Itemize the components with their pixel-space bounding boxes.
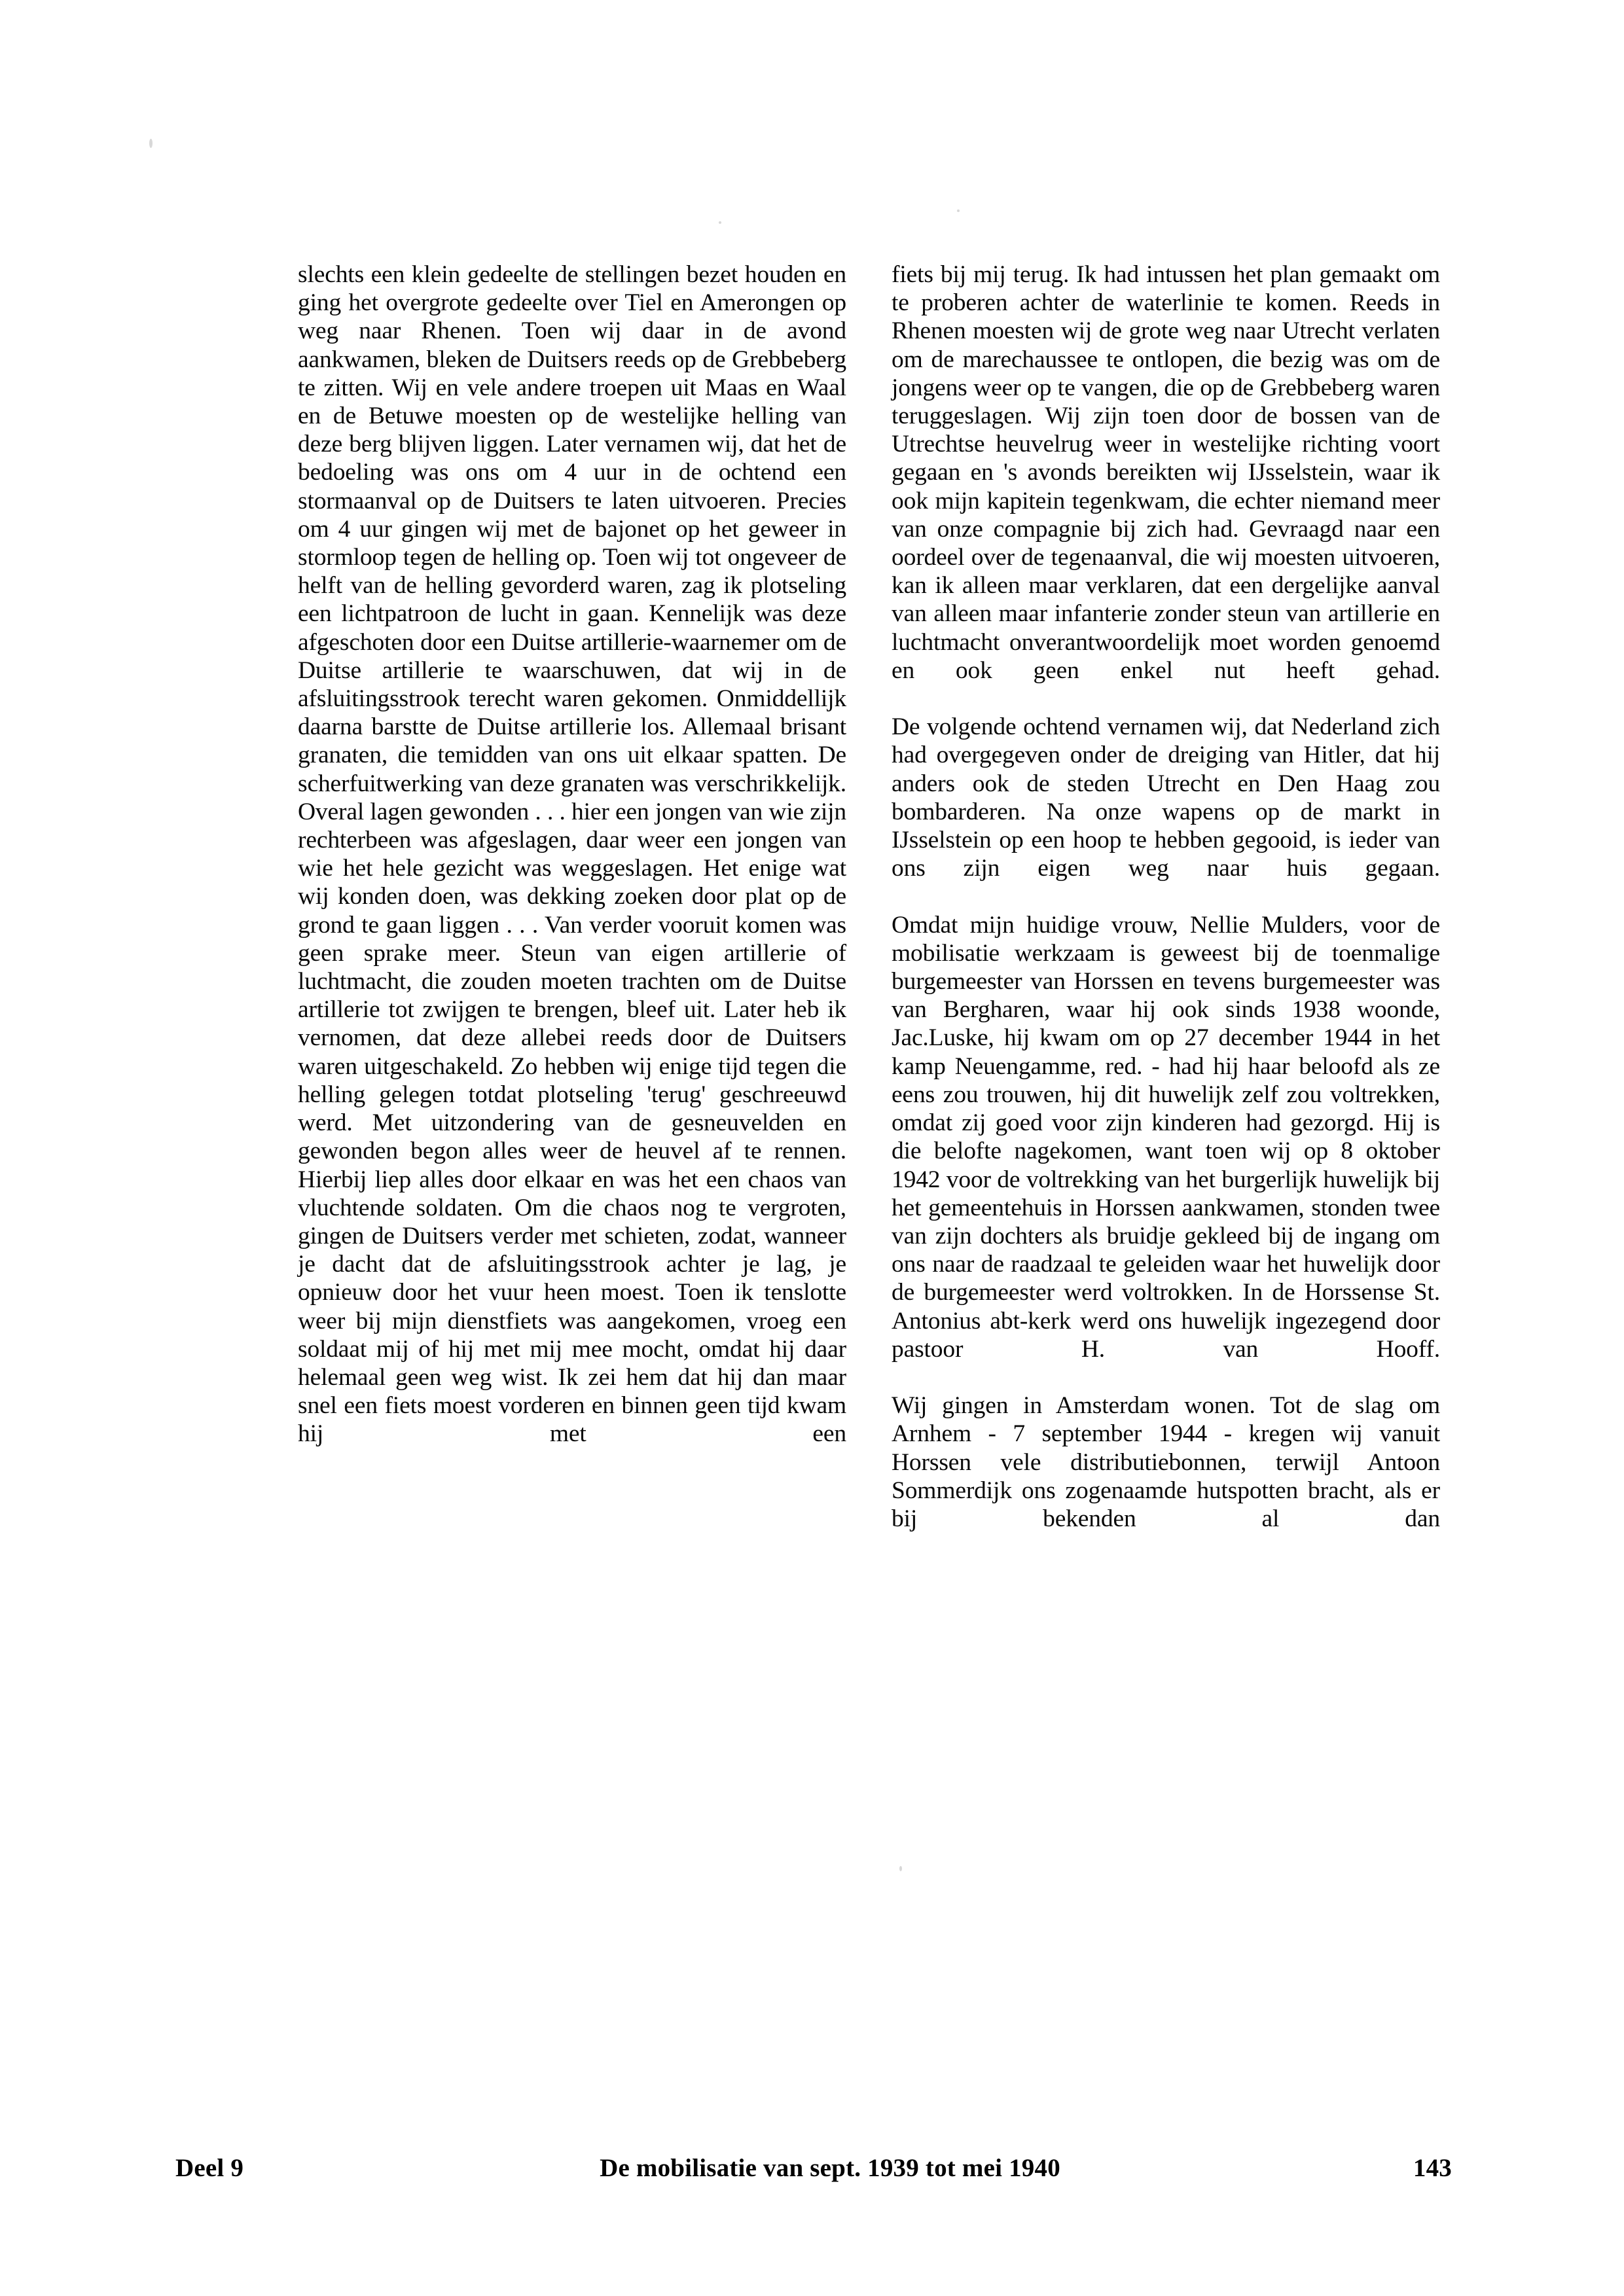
text-column-left	[298, 260, 846, 1477]
scan-speck	[957, 209, 960, 212]
text-column-right	[892, 260, 1440, 1561]
footer-part-label: Deel 9	[175, 2154, 244, 2182]
paragraph: slechts een klein gedeelte de stellingen bezet houden en ging het overgrote gedeelte over Tiel en Amerongen op weg naar Rhenen. Toen wij daar in de avond aankwamen, bleken de Duitsers reeds op de Grebbeberg te zitten. Wij en vele andere troepen uit Maas en Waal en de Betuwe moesten op de westelijke helling van deze berg blijven liggen. Later vernamen wij, dat het de bedoeling was ons om 4 uur in de ochtend een stormaanval op de Duitsers te laten uitvoeren. Precies om 4 uur gingen wij met de bajonet op het geweer in stormloop tegen de helling op. Toen wij tot ongeveer de helft van de helling gevorderd waren, zag ik plotseling een lichtpatroon de lucht in gaan. Kennelijk was deze afgeschoten door een Duitse artillerie-waarnemer om de Duitse artillerie te waarschuwen, dat wij in de afsluitingsstrook terecht waren gekomen. Onmiddellijk daarna barstte de Duitse artillerie los. Allemaal brisant granaten, die temidden van ons uit elkaar spatten. De scherfuitwerking van deze granaten was verschrikkelijk. Overal lagen gewonden . . . hier een jongen van wie zijn rechterbeen was afgeslagen, daar weer een jongen van wie het hele gezicht was weggeslagen. Het enige wat wij konden doen, was dekking zoeken door plat op de grond te gaan liggen . . . Van verder vooruit komen was geen sprake meer. Steun van eigen artillerie of luchtmacht, die zouden moeten trachten om de Duitse artillerie tot zwijgen te brengen, bleef uit. Later heb ik vernomen, dat deze allebei reeds door de Duitsers waren uitgeschakeld. Zo hebben wij enige tijd tegen die helling gelegen totdat plotseling 'terug' geschreeuwd werd. Met uitzondering van de gesneuvelden en gewonden begon alles weer de heuvel af te rennen. Hierbij liep alles door elkaar en was het een chaos van vluchtende soldaten. Om die chaos nog te vergroten, gingen de Duitsers verder met schieten, zodat, wanneer je dacht dat de afsluitingsstrook achter je lag, je opnieuw door het vuur heen moest. Toen ik tenslotte weer bij mijn dienstfiets was aangekomen, vroeg een soldaat mij of hij met mij mee mocht, omdat hij daar helemaal geen weg wist. Ik zei hem dat hij dan maar snel een fiets moest vorderen en binnen geen tijd kwam hij met een	[298, 261, 846, 1448]
scan-speck	[719, 221, 721, 224]
scan-speck	[149, 139, 153, 148]
paragraph: Wij gingen in Amsterdam wonen. Tot de slag om Arnhem - 7 september 1944 - kregen wij vanuit Horssen vele distributiebonnen, terwijl Antoon Sommerdijk ons zogenaamde hutspotten bracht, als er bij bekenden al dan	[892, 1392, 1440, 1532]
paragraph: fiets bij mij terug. Ik had intussen het plan gemaakt om te proberen achter de waterlinie te komen. Reeds in Rhenen moesten wij de grote weg naar Utrecht verlaten om de marechaussee te ontlopen, die bezig was om de jongens weer op te vangen, die op de Grebbeberg waren teruggeslagen. Wij zijn toen door de bossen van de Utrechtse heuvelrug weer in westelijke richting voort gegaan en 's avonds bereikten wij IJsselstein, waar ik ook mijn kapitein tegenkwam, die echter niemand meer van onze compagnie bij zich had. Gevraagd naar een oordeel over de tegenaanval, die wij moesten uitvoeren, kan ik alleen maar verklaren, dat een dergelijke aanval van alleen maar infanterie zonder steun van artillerie en luchtmacht onverantwoordelijk moet worden genoemd en ook geen enkel nut heeft gehad.	[892, 261, 1440, 684]
footer-page-number: 143	[1413, 2154, 1452, 2182]
page-footer	[175, 2153, 1452, 2193]
footer-running-title: De mobilisatie van sept. 1939 tot mei 1940	[600, 2154, 1060, 2182]
two-column-text-body	[298, 260, 1440, 1844]
paragraph: Omdat mijn huidige vrouw, Nellie Mulders, voor de mobilisatie werkzaam is geweest bij de toenmalige burgemeester van Horssen en tevens burgemeester was van Bergharen, waar hij ook sinds 1938 woonde, Jac.Luske, hij kwam om op 27 december 1944 in het kamp Neuengamme, red. - had hij haar beloofd als ze eens zou trouwen, hij dit huwelijk zelf zou voltrekken, omdat zij goed voor zijn kinderen had gezorgd. Hij is die belofte nagekomen, want toen wij op 8 oktober 1942 voor de voltrekking van het burgerlijk huwelijk bij het gemeentehuis in Horssen aankwamen, stonden twee van zijn dochters als bruidje gekleed bij de ingang om ons naar de raadzaal te geleiden waar het huwelijk door de burgemeester werd voltrokken. In de Horssense St. Antonius abt-kerk werd ons huwelijk ingezegend door pastoor H. van Hooff.	[892, 911, 1440, 1363]
scan-speck	[899, 1866, 902, 1871]
paragraph: De volgende ochtend vernamen wij, dat Nederland zich had overgegeven onder de dreiging van Hitler, dat hij anders ook de steden Utrecht en Den Haag zou bombarderen. Na onze wapens op de markt in IJsselstein op een hoop te hebben gegooid, is ieder van ons zijn eigen weg naar huis gegaan.	[892, 713, 1440, 882]
